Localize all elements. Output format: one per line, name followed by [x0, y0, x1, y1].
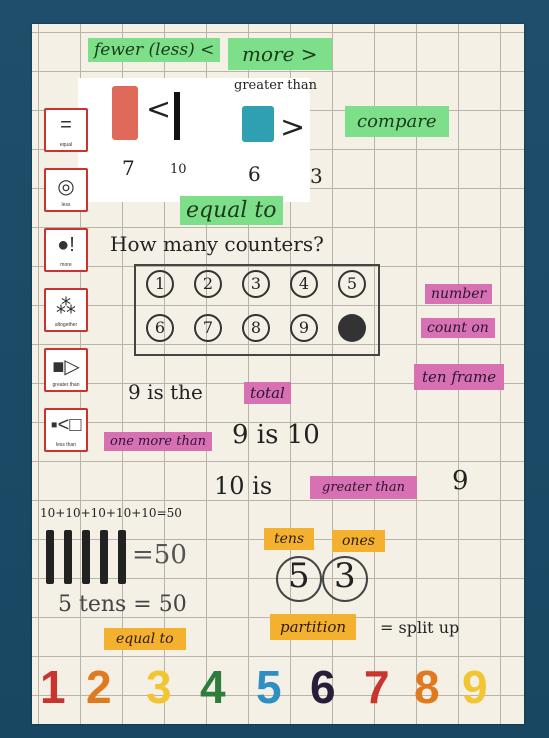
total-prefix: 9 is the [128, 380, 203, 404]
counter-scribbled [338, 314, 366, 342]
number-2: 2 [86, 661, 112, 713]
number-6: 6 [310, 661, 336, 713]
symbol-card-more: ●! more [44, 228, 88, 272]
number-9: 9 [462, 661, 488, 713]
num-seven: 7 [122, 156, 135, 180]
label-partition: partition [270, 614, 356, 640]
label-total: total [244, 382, 291, 404]
nine-right: 9 [452, 466, 469, 496]
digit-five: 5 [288, 556, 310, 596]
num-ten: 10 [170, 162, 187, 177]
label-one-more-than: one more than [104, 432, 212, 451]
counter-7: 7 [194, 314, 222, 342]
sum-equation: 10+10+10+10+10=50 [40, 506, 182, 520]
equals-fifty: =50 [132, 540, 187, 570]
label-more: more > [228, 38, 332, 70]
ten-stick-1 [46, 530, 54, 584]
number-1: 1 [40, 661, 66, 713]
compare-card [78, 78, 323, 202]
counter-6: 6 [146, 314, 174, 342]
label-equal-to-bottom: equal to [104, 628, 186, 650]
number-7: 7 [364, 661, 390, 713]
symbol-card-altogether: ⁂ altogether [44, 288, 88, 332]
black-bar [174, 92, 180, 140]
label-ones: ones [332, 530, 385, 552]
label-tens: tens [264, 528, 314, 550]
label-compare: compare [345, 106, 449, 137]
counter-2: 2 [194, 270, 222, 298]
label-greater-than: greater than [310, 476, 417, 499]
counter-3: 3 [242, 270, 270, 298]
label-ten-frame: ten frame [414, 364, 504, 390]
counter-4: 4 [290, 270, 318, 298]
label-count-on: count on [421, 318, 495, 338]
counter-9: 9 [290, 314, 318, 342]
split-up: = split up [380, 618, 460, 637]
symbol-card-less-than: ▪<□ less than [44, 408, 88, 452]
digit-three: 3 [334, 556, 356, 596]
num-three: 3 [310, 164, 323, 188]
blue-cubes [242, 106, 274, 142]
ten-is: 10 is [214, 472, 273, 500]
gt-symbol: > [280, 110, 306, 145]
number-4: 4 [200, 661, 226, 713]
symbol-card-equal: = equal [44, 108, 88, 152]
ten-stick-3 [82, 530, 90, 584]
counter-8: 8 [242, 314, 270, 342]
num-six: 6 [248, 162, 261, 186]
counter-5: 5 [338, 270, 366, 298]
label-fewer: fewer (less) < [88, 38, 220, 62]
ten-stick-2 [64, 530, 72, 584]
five-tens: 5 tens = 50 [58, 592, 187, 617]
ten-stick-4 [100, 530, 108, 584]
number-3: 3 [146, 661, 172, 713]
label-equal-to: equal to [180, 196, 283, 225]
number-8: 8 [414, 661, 440, 713]
number-5: 5 [256, 661, 282, 713]
lt-symbol: < [146, 92, 172, 127]
symbol-card-greater-than: ■▷ greater than [44, 348, 88, 392]
label-number: number [425, 284, 492, 304]
red-cubes [112, 86, 138, 140]
how-many-counters: How many counters? [110, 232, 324, 256]
counter-1: 1 [146, 270, 174, 298]
nine-is-ten: 9 is 10 [232, 420, 320, 450]
symbol-card-less: ◎ less [44, 168, 88, 212]
ten-stick-5 [118, 530, 126, 584]
greater-than-note: greater than [234, 78, 317, 93]
